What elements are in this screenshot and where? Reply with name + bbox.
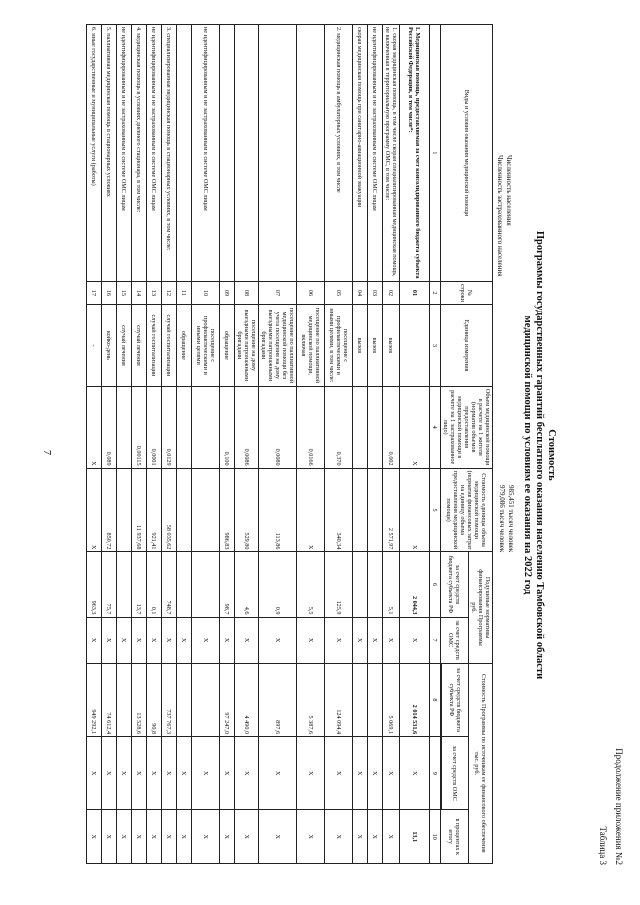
cell-vol: 0,089 <box>102 386 117 468</box>
cell-o: Х <box>259 617 297 663</box>
cell-pct: Х <box>353 810 368 864</box>
header-row-no: № строки <box>441 281 493 304</box>
cell-unit <box>400 305 430 387</box>
cell-pb: 5 387,6 <box>297 663 325 736</box>
table-row <box>102 25 117 864</box>
cell-no: 15 <box>117 281 132 304</box>
cell-kind: не идентифицированным и не застрахованным в системе ОМС лицам <box>368 25 383 282</box>
col-num: 7 <box>430 617 441 663</box>
cell-po: Х <box>177 737 192 810</box>
cell-o: Х <box>353 617 368 663</box>
cell-vol: 0,00115 <box>132 386 147 468</box>
col-num: 8 <box>430 663 441 736</box>
cell-o: Х <box>177 617 192 663</box>
cell-no: 16 <box>102 281 117 304</box>
cell-po: Х <box>353 737 368 810</box>
cell-unit: койко-день <box>102 305 117 387</box>
header-budget: за счет средств бюджета субъекта РФ <box>441 552 469 617</box>
cell-no: 04 <box>353 281 368 304</box>
table-row <box>235 25 259 864</box>
cell-cost: Х <box>87 468 102 552</box>
cell-pct: Х <box>220 810 235 864</box>
cell-o: Х <box>400 617 430 663</box>
cell-no: 07 <box>259 281 297 304</box>
cell-no: 10 <box>192 281 220 304</box>
cell-cost <box>192 468 220 552</box>
cell-pct: Х <box>259 810 297 864</box>
cell-vol <box>368 386 383 468</box>
cell-kind <box>297 25 325 282</box>
table-row <box>368 25 383 864</box>
cell-unit: вызов <box>383 305 400 387</box>
cell-vol <box>177 386 192 468</box>
cell-kind: не идентифицированным и не застрахованным в системе ОМС лицам <box>147 25 162 282</box>
page-number: 7 <box>41 450 52 455</box>
cell-po: Х <box>235 737 259 810</box>
cell-b: 125,9 <box>325 552 353 617</box>
header-program-oms: за счет средств ОМС <box>442 737 469 810</box>
cell-cost: 921,41 <box>147 468 162 552</box>
table-row <box>259 25 297 864</box>
col-num: 2 <box>430 281 441 304</box>
cell-kind <box>220 25 235 282</box>
col-num: 1 <box>430 25 441 282</box>
cell-no: 09 <box>220 281 235 304</box>
header-volume: Объем медицинской помощи в расчете на 1 жителя (норматив объемов предоставления медицинской помощи в расчете на 1 застрахованное лицо) <box>441 386 493 468</box>
table-label: Таблица 3 <box>598 826 608 865</box>
cell-pct: Х <box>177 810 192 864</box>
cell-unit: - <box>87 305 102 387</box>
cell-b: 0,9 <box>259 552 297 617</box>
cell-vol: 0,100 <box>220 386 235 468</box>
cell-kind: не идентифицированным и не застрахованным в системе ОМС лицам <box>117 25 132 282</box>
cell-cost: Х <box>297 468 325 552</box>
cell-pb <box>177 663 192 736</box>
cell-po: Х <box>383 737 400 810</box>
cell-pb <box>368 663 383 736</box>
cell-cost <box>177 468 192 552</box>
cell-o: Х <box>192 617 220 663</box>
rotated-sheet <box>50 27 625 875</box>
cell-no: 13 <box>147 281 162 304</box>
cell-b: 4,6 <box>235 552 259 617</box>
cell-cost <box>368 468 383 552</box>
table-row <box>353 25 368 864</box>
cell-kind: 6. иные государственные и муниципальные услуги (работы) <box>87 25 102 282</box>
population-label-all: Численность населения <box>505 155 513 226</box>
cell-o: Х <box>325 617 353 663</box>
cell-unit: посещение с профилактическими и иными целями, в том числе: <box>325 305 353 387</box>
cell-cost: 11 937,68 <box>132 468 147 552</box>
cell-po: Х <box>132 737 147 810</box>
cell-pb: 90,8 <box>147 663 162 736</box>
table-row <box>117 25 132 864</box>
cell-b: 98,7 <box>220 552 235 617</box>
cell-unit: случай госпитализации <box>147 305 162 387</box>
cell-po: Х <box>102 737 117 810</box>
cell-pb: 4 490,0 <box>235 663 259 736</box>
cell-o: Х <box>220 617 235 663</box>
cell-b <box>353 552 368 617</box>
cell-b <box>177 552 192 617</box>
continuation-note: Продолжение приложения №2 <box>614 748 624 865</box>
cell-o: Х <box>102 617 117 663</box>
table-row <box>192 25 220 864</box>
cell-o: Х <box>368 617 383 663</box>
cell-pb: 897,6 <box>259 663 297 736</box>
cell-pb: 13 528,6 <box>132 663 147 736</box>
cell-kind <box>259 25 297 282</box>
cell-kind: 5. паллиативная медицинская помощь в стационарных условиях <box>102 25 117 282</box>
cell-pct: Х <box>87 810 102 864</box>
col-num: 9 <box>430 737 441 810</box>
table-row <box>162 25 177 864</box>
cost-table <box>86 24 493 864</box>
cell-kind: 4. медицинская помощь в условиях дневного стационара, в том числе: <box>132 25 147 282</box>
cell-po: Х <box>220 737 235 810</box>
cell-po: Х <box>192 737 220 810</box>
cell-o: Х <box>162 617 177 663</box>
cell-b: 963,3 <box>87 552 102 617</box>
header-per-capita-unit: руб. <box>470 602 477 613</box>
cell-cost: Х <box>400 468 430 552</box>
header-per-capita-text: Подушевые нормативы финансирования Программы <box>477 569 491 646</box>
header-program-budget: за счет средств бюджета субъекта РФ <box>442 663 469 736</box>
cell-vol <box>192 386 220 468</box>
cell-pct: Х <box>117 810 132 864</box>
cell-no: 11 <box>177 281 192 304</box>
document-title <box>521 35 557 875</box>
header-unit: Единица измерения <box>441 305 493 387</box>
cell-cost: 113,86 <box>259 468 297 552</box>
cell-kind: скорая медицинская помощь при санитарно-авиационной эвакуации <box>353 25 368 282</box>
cell-b: 2 044,3 <box>400 552 430 617</box>
cell-pb: 737 767,3 <box>162 663 177 736</box>
cell-pb <box>192 663 220 736</box>
cell-pb: 97 247,0 <box>220 663 235 736</box>
cell-no: 12 <box>162 281 177 304</box>
cell-pb: 5 069,1 <box>383 663 400 736</box>
cell-no: 02 <box>383 281 400 304</box>
cell-kind: I. Медицинская помощь, предоставляемая за счет консолидированного бюджета субъекта Российской Федерации, в том числе*: <box>400 25 430 282</box>
cell-unit: обращение <box>220 305 235 387</box>
cell-unit: посещение по паллиативной медицинской помощи без учета посещения на дому выездными патронажными бригадами <box>259 305 297 387</box>
cell-pb <box>117 663 132 736</box>
cell-pct: Х <box>297 810 325 864</box>
header-program-cost <box>469 663 493 863</box>
cell-kind <box>235 25 259 282</box>
cell-b: 5,1 <box>383 552 400 617</box>
cell-po: Х <box>325 737 353 810</box>
cell-pb: 2 014 531,6 <box>400 663 430 736</box>
cell-po: Х <box>297 737 325 810</box>
cell-b <box>117 552 132 617</box>
cell-kind: не идентифицированным и не застрахованным в системе ОМС лицам <box>192 25 220 282</box>
header-right <box>595 748 627 865</box>
cell-unit: вызов <box>353 305 368 387</box>
cell-po: Х <box>259 737 297 810</box>
cell-o: Х <box>87 617 102 663</box>
cell-cost: 58 035,62 <box>162 468 177 552</box>
col-num: 6 <box>430 552 441 617</box>
cell-o: Х <box>235 617 259 663</box>
cell-b: 13,7 <box>132 552 147 617</box>
cell-pct: Х <box>147 810 162 864</box>
cell-kind: 1. скорая медицинская помощь, в том числе скорая специализированная медицинская помощь, не включенная в территориальную программу ОМС, в том числе: <box>383 25 400 282</box>
header-program-cost-text: Стоимость Программы по источникам ее финансового обеспечения <box>480 674 488 853</box>
cell-pb: 124 094,4 <box>325 663 353 736</box>
cell-pct: Х <box>235 810 259 864</box>
cell-cost: 2 571,97 <box>383 468 400 552</box>
column-numbers-row <box>430 25 441 864</box>
cell-cost: 850,72 <box>102 468 117 552</box>
title-line-2: Программы государственных гарантий бесплатного оказания населению Тамбовской области <box>534 230 545 680</box>
table-row <box>147 25 162 864</box>
cell-vol: 0,370 <box>325 386 353 468</box>
cell-kind: 3. специализированная медицинская помощь в стационарных условиях, в том числе: <box>162 25 177 282</box>
cell-po: Х <box>117 737 132 810</box>
cell-vol: 0,0166 <box>297 386 325 468</box>
cell-kind <box>177 25 192 282</box>
cell-po: Х <box>162 737 177 810</box>
cell-o: Х <box>297 617 325 663</box>
cell-unit: случай лечения <box>117 305 132 387</box>
cell-no: 14 <box>132 281 147 304</box>
header-kind: Виды и условия оказания медицинской помощи <box>441 25 493 282</box>
cell-no: 01 <box>400 281 430 304</box>
cell-vol: Х <box>87 386 102 468</box>
cell-b: 0,1 <box>147 552 162 617</box>
cell-o: Х <box>117 617 132 663</box>
cell-unit: посещение с профилактическими и иными целями <box>192 305 220 387</box>
cell-cost <box>353 468 368 552</box>
cell-pb: 74 612,4 <box>102 663 117 736</box>
title-line-1: Стоимость <box>546 429 557 481</box>
table-row <box>383 25 400 864</box>
cell-o: Х <box>132 617 147 663</box>
cell-pct: Х <box>325 810 353 864</box>
table-row <box>220 25 235 864</box>
cell-no: 17 <box>87 281 102 304</box>
table-row <box>297 25 325 864</box>
col-num: 3 <box>430 305 441 387</box>
cell-vol: 0,002 <box>383 386 400 468</box>
cell-b: 748,7 <box>162 552 177 617</box>
cell-pct: Х <box>132 810 147 864</box>
cell-pb: 949 292,1 <box>87 663 102 736</box>
population-labels <box>495 155 513 276</box>
cell-cost: 340,34 <box>325 468 353 552</box>
cell-cost: 529,80 <box>235 468 259 552</box>
cell-unit: случай лечения <box>132 305 147 387</box>
title-line-3: медицинской помощи по условиям ее оказания на 2022 год <box>522 315 533 595</box>
cell-pct: Х <box>383 810 400 864</box>
population-label-insured: Численность застрахованного населения <box>496 155 504 277</box>
cell-vol: 0,0001 <box>147 386 162 468</box>
table-row <box>400 25 430 864</box>
col-num: 10 <box>430 810 441 864</box>
cell-unit: случай госпитализации <box>162 305 177 387</box>
cell-po: Х <box>87 737 102 810</box>
cell-no: 03 <box>368 281 383 304</box>
col-num: 5 <box>430 468 441 552</box>
cell-pct: Х <box>192 810 220 864</box>
cell-vol: 0,0129 <box>162 386 177 468</box>
table-row <box>132 25 147 864</box>
population-value-insured: 979,086 тысяч человек <box>498 485 506 553</box>
header-cost: Стоимость единицы объема медицинской помощи (норматив финансовых затрат на единицу объема предоставления медицинской помощи) <box>441 468 493 552</box>
cell-cost: 986,83 <box>220 468 235 552</box>
cell-pct: Х <box>162 810 177 864</box>
cell-o: Х <box>147 617 162 663</box>
cell-pct: Х <box>102 810 117 864</box>
cell-b: 5,5 <box>297 552 325 617</box>
header-program-unit: тыс. руб. <box>473 751 481 776</box>
cell-unit: обращение <box>177 305 192 387</box>
header-per-capita <box>469 552 493 663</box>
cell-vol <box>117 386 132 468</box>
cell-po: Х <box>147 737 162 810</box>
cell-pct: Х <box>368 810 383 864</box>
population-values <box>497 485 515 552</box>
cell-kind: 2. медицинская помощь в амбулаторных условиях, в том числе <box>325 25 353 282</box>
col-num: 4 <box>430 386 441 468</box>
cell-vol <box>353 386 368 468</box>
cell-b <box>192 552 220 617</box>
cell-unit: вызов <box>368 305 383 387</box>
cell-b <box>368 552 383 617</box>
cell-no: 06 <box>297 281 325 304</box>
cell-unit: посещение по паллиативной медицинской помощи, включая <box>297 305 325 387</box>
header-percent: в процентах к итогу <box>441 810 469 864</box>
table-row <box>177 25 192 864</box>
cell-cost <box>117 468 132 552</box>
population-value-all: 985,451 тысяч человек <box>507 485 515 553</box>
cell-vol: 0,0080 <box>259 386 297 468</box>
cell-po: Х <box>400 737 430 810</box>
cell-b: 75,7 <box>102 552 117 617</box>
cell-no: 05 <box>325 281 353 304</box>
cell-vol: 0,0086 <box>235 386 259 468</box>
table-row <box>87 25 102 864</box>
header-oms: за счет средств ОМС <box>441 617 469 663</box>
cell-po: Х <box>368 737 383 810</box>
cell-unit: посещение на дому выездными патронажными бригадами <box>235 305 259 387</box>
cell-o: Х <box>383 617 400 663</box>
cell-pct: 13,1 <box>400 810 430 864</box>
cell-no: 08 <box>235 281 259 304</box>
cell-pb <box>353 663 368 736</box>
table-row <box>325 25 353 864</box>
cell-vol: Х <box>400 386 430 468</box>
